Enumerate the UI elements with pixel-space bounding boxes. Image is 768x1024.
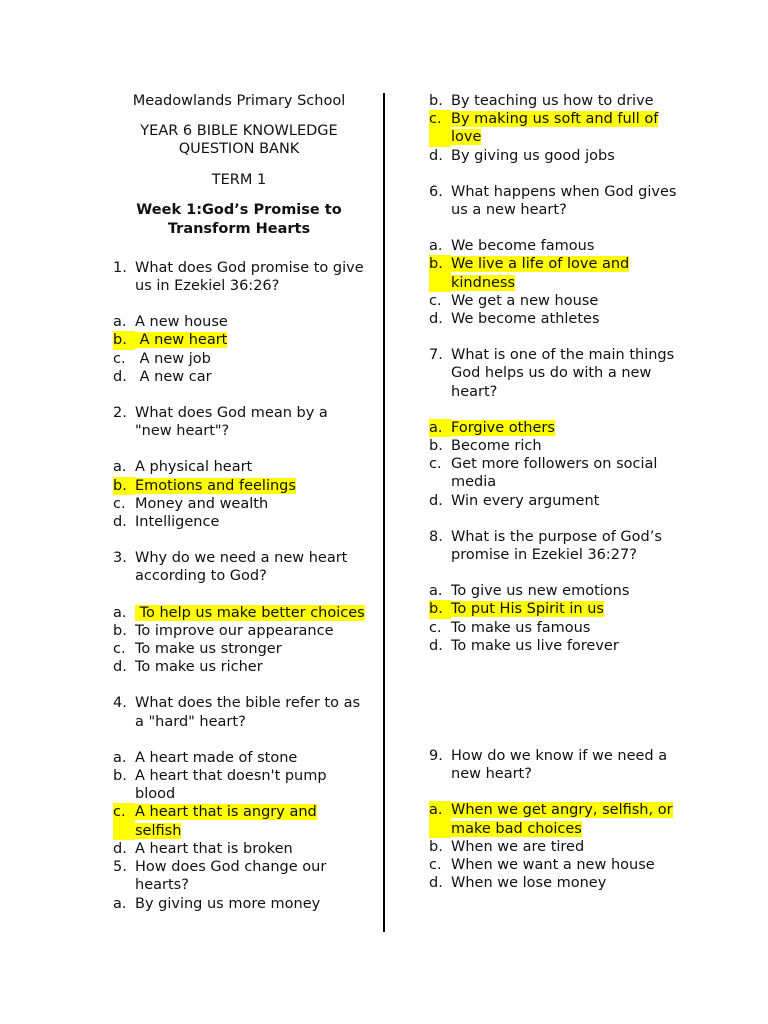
option-text: Intelligence <box>135 514 220 531</box>
option-correct <box>113 331 365 349</box>
option-letter: b. <box>429 255 451 291</box>
option-text: To make us famous <box>451 619 591 636</box>
option-letter: c. <box>429 456 442 473</box>
question-number: 6. <box>429 183 443 200</box>
option <box>429 292 684 310</box>
option-letter: b. <box>429 838 443 855</box>
left-column <box>113 92 365 913</box>
option-correct <box>429 110 684 146</box>
option-correct <box>429 801 684 837</box>
option-letter: a. <box>429 583 443 600</box>
option <box>113 368 365 386</box>
option-text: A heart made of stone <box>135 749 298 766</box>
option <box>113 495 365 513</box>
question-3 <box>113 549 365 585</box>
option-letter: b. <box>429 438 443 455</box>
question-4 <box>113 694 365 730</box>
options-9 <box>429 801 684 892</box>
option-correct <box>113 604 365 622</box>
options-7 <box>429 419 684 510</box>
option-letter: b. <box>429 93 443 109</box>
option-letter: d. <box>429 311 443 328</box>
question-number: 8. <box>429 528 443 545</box>
option-text: To give us new emotions <box>451 583 630 600</box>
option-text: To make us richer <box>135 659 263 676</box>
column-divider <box>383 93 385 932</box>
option-letter: a. <box>429 419 451 437</box>
option-letter: d. <box>429 147 443 164</box>
question-8 <box>429 528 684 564</box>
option-letter: a. <box>113 749 127 766</box>
option-letter: a. <box>113 895 127 912</box>
option-correct <box>429 600 684 618</box>
document-subtitle: YEAR 6 BIBLE KNOWLEDGE QUESTION BANK <box>140 123 338 158</box>
option-letter: b. <box>113 768 127 785</box>
option <box>429 147 684 165</box>
option-letter: a. <box>429 238 443 255</box>
option <box>429 455 684 491</box>
question-text: What does God mean by a "new heart"? <box>135 405 328 440</box>
option-letter: d. <box>113 368 127 385</box>
question-number: 5. <box>113 859 127 876</box>
options-2 <box>113 458 365 531</box>
question-text: What happens when God gives us a new heart? <box>451 183 677 219</box>
option-text: Emotions and feelings <box>135 477 296 494</box>
question-number: 4. <box>113 695 127 712</box>
option-letter: b. <box>113 477 135 495</box>
option <box>429 92 684 110</box>
option-correct <box>429 255 684 291</box>
question-number: 9. <box>429 748 443 765</box>
question-7 <box>429 346 684 401</box>
option-text: By giving us more money <box>135 895 321 912</box>
option <box>113 458 365 476</box>
option-text: When we are tired <box>451 838 585 855</box>
option-text: Become rich <box>451 438 542 455</box>
question-text: What does the bible refer to as a "hard" heart? <box>135 695 361 730</box>
question-text: How does God change our hearts? <box>135 859 327 894</box>
option-text: We live a life of love and kindness <box>451 256 630 291</box>
option-letter: a. <box>113 314 127 331</box>
option <box>429 237 684 255</box>
question-text: Why do we need a new heart according to God? <box>135 550 348 585</box>
option-letter: d. <box>429 875 443 892</box>
school-name: Meadowlands Primary School <box>132 93 346 109</box>
option-letter: c. <box>113 350 126 367</box>
option-text: We become athletes <box>451 311 600 328</box>
option <box>429 838 684 856</box>
option <box>429 492 684 510</box>
option <box>429 582 684 600</box>
option-letter: b. <box>113 331 135 349</box>
option <box>429 874 684 892</box>
option-letter: c. <box>113 641 126 658</box>
question-text: What does God promise to give us in Ezekiel 36:26? <box>135 259 364 295</box>
option-text: We get a new house <box>451 292 599 309</box>
option-text: A new job <box>135 350 211 367</box>
option-text: To put His Spirit in us <box>451 601 604 618</box>
option-letter: b. <box>429 600 451 618</box>
question-5 <box>113 858 365 894</box>
option-text: When we want a new house <box>451 857 655 874</box>
option-text: A heart that doesn't pump blood <box>135 768 327 803</box>
option-text: To help us make better choices <box>135 604 365 621</box>
option-letter: a. <box>113 604 127 621</box>
option-text: Money and wealth <box>135 495 269 512</box>
question-9 <box>429 747 684 783</box>
option <box>113 895 365 913</box>
option-letter: b. <box>113 622 127 639</box>
option-letter: d. <box>429 637 443 654</box>
option <box>113 313 365 331</box>
option-text: A new heart <box>135 332 228 349</box>
option <box>113 622 365 640</box>
question-text: How do we know if we need a new heart? <box>451 748 668 783</box>
right-column <box>429 92 684 893</box>
option-text: To improve our appearance <box>135 622 334 639</box>
option-text: A physical heart <box>135 459 253 476</box>
option <box>113 513 365 531</box>
question-text: What is the purpose of God’s promise in Ezekiel 36:27? <box>451 528 662 564</box>
option <box>429 619 684 637</box>
option-text: A new car <box>135 368 212 385</box>
options-5-cont <box>429 92 684 165</box>
option <box>429 310 684 328</box>
options-5-start <box>113 895 365 913</box>
option-letter: a. <box>113 459 127 476</box>
question-2 <box>113 404 365 440</box>
option-text: We become famous <box>451 238 595 255</box>
option-text: When we lose money <box>451 875 607 892</box>
options-3 <box>113 604 365 677</box>
option <box>113 767 365 803</box>
option <box>113 658 365 676</box>
option-text: By giving us good jobs <box>451 147 615 164</box>
option-letter: d. <box>113 659 127 676</box>
question-1 <box>113 259 365 295</box>
option-text: Get more followers on social media <box>451 456 658 491</box>
option-correct <box>429 419 684 437</box>
question-number: 1. <box>113 259 127 276</box>
option <box>113 640 365 658</box>
options-1 <box>113 313 365 386</box>
option-text: To make us stronger <box>135 641 282 658</box>
option-text: A new house <box>135 314 228 331</box>
option-text: A heart that is broken <box>135 840 293 857</box>
option <box>113 749 365 767</box>
question-text: What is one of the main things God helps us do with a new heart? <box>451 347 675 400</box>
option-correct <box>113 477 365 495</box>
option-letter: d. <box>429 492 443 509</box>
options-8 <box>429 582 684 655</box>
option <box>113 350 365 368</box>
question-number: 3. <box>113 550 127 567</box>
option-letter: d. <box>113 514 127 531</box>
option-letter: a. <box>429 801 451 837</box>
option-correct <box>113 803 365 839</box>
option-text: By teaching us how to drive <box>451 93 654 109</box>
option-letter: d. <box>113 840 127 857</box>
option <box>429 637 684 655</box>
option <box>113 840 365 858</box>
option-text: Forgive others <box>451 419 555 436</box>
question-number: 7. <box>429 347 443 364</box>
option-text: Win every argument <box>451 492 600 509</box>
option-text: To make us live forever <box>451 637 619 654</box>
option-letter: c. <box>113 495 126 512</box>
options-6 <box>429 237 684 328</box>
question-6 <box>429 183 684 219</box>
option-letter: c. <box>429 110 451 146</box>
option-text: When we get angry, selfish, or make bad choices <box>451 802 673 837</box>
options-4 <box>113 749 365 858</box>
option-text: A heart that is angry and selfish <box>135 804 317 839</box>
option <box>429 856 684 874</box>
option-letter: c. <box>429 857 442 874</box>
option-text: By making us soft and full of love <box>451 111 659 146</box>
option <box>429 437 684 455</box>
week-title: Week 1:God’s Promise to Transform Hearts <box>136 201 342 237</box>
term-label: TERM 1 <box>211 171 267 188</box>
option-letter: c. <box>429 292 442 309</box>
question-number: 2. <box>113 405 127 422</box>
option-letter: c. <box>113 803 135 839</box>
option-letter: c. <box>429 619 442 636</box>
